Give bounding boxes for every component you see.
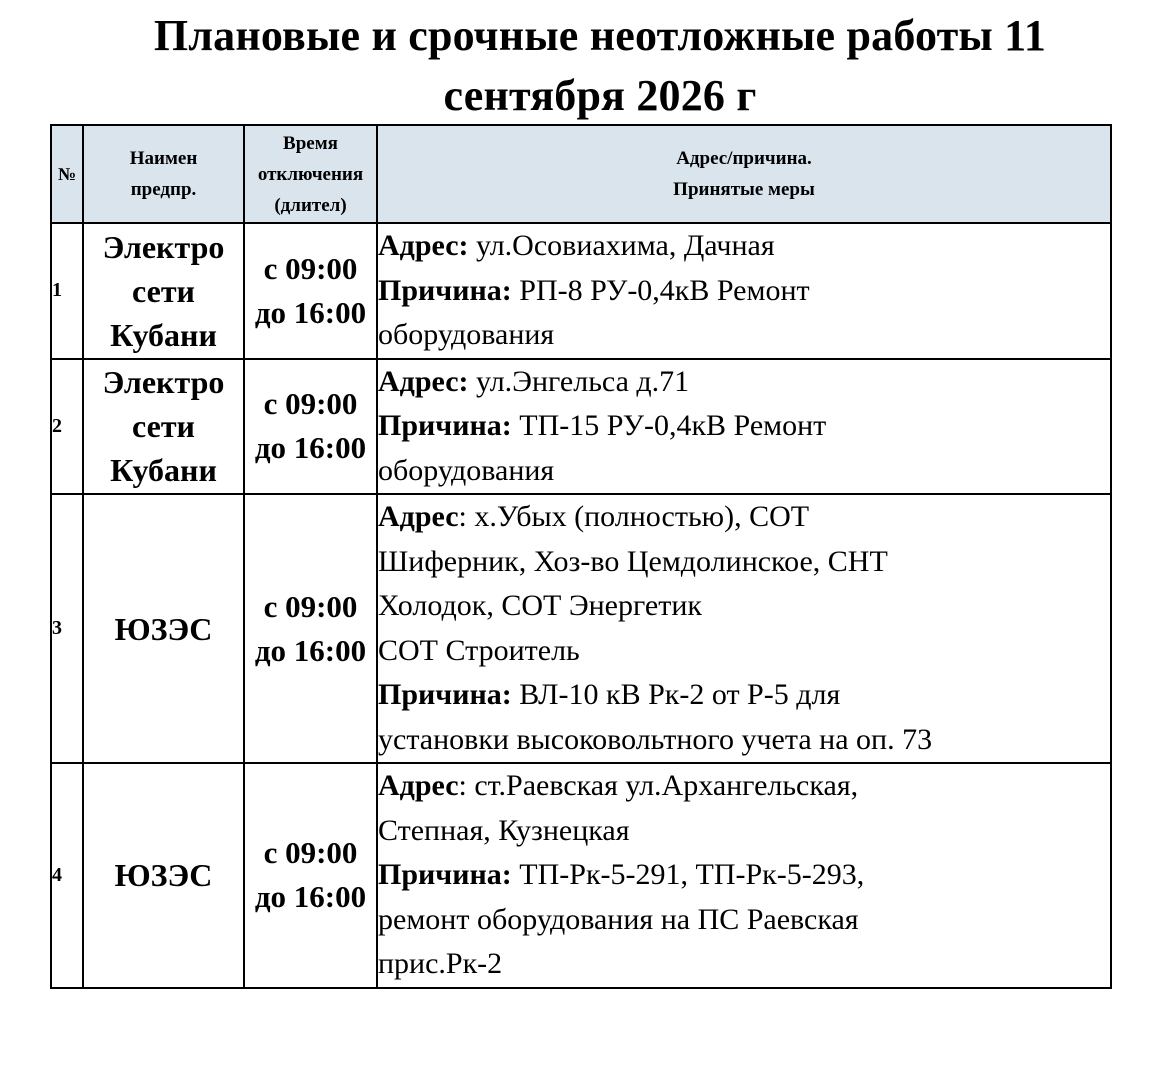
organization-cell [83, 223, 244, 359]
time-start: с 09:00 [263, 588, 358, 624]
header-time-line-1: Время [283, 132, 338, 154]
table-row [51, 359, 1111, 495]
organization-cell [83, 763, 244, 988]
reason-label: Причина: [378, 273, 512, 307]
address-text: : х.Убых (полностью), СОТ [458, 500, 810, 533]
reason-text: ремонт оборудования на ПС Раевская [378, 902, 859, 936]
reason-text: ТП-15 РУ-0,4кВ Ремонт [511, 409, 827, 442]
organization-line: Электро [102, 228, 225, 265]
reason-text: оборудования [378, 453, 555, 487]
header-outage-time [244, 125, 377, 223]
time-start: с 09:00 [263, 386, 358, 422]
time-end: до 16:00 [254, 879, 367, 915]
address-text: Холодок, СОТ Энергетик [378, 589, 702, 622]
outage-time-cell [244, 223, 377, 359]
header-time-line-2: отключения [257, 163, 364, 185]
reason-line [378, 404, 1110, 449]
table-row [51, 494, 1111, 763]
address-reason-cell [377, 494, 1111, 763]
reason-text: установки высоковольтного учета на оп. 73 [378, 722, 933, 756]
row-number: 1 [51, 223, 83, 359]
organization-line: сети [132, 272, 195, 309]
address-line [378, 764, 1110, 809]
address-reason-cell [377, 223, 1111, 359]
outage-table [50, 124, 1112, 989]
reason-line [378, 853, 1110, 898]
address-reason-cell [377, 359, 1111, 495]
row-number: 4 [51, 763, 83, 988]
time-end: до 16:00 [254, 632, 367, 668]
organization-line: сети [132, 408, 195, 445]
reason-label: Причина: [378, 678, 512, 711]
address-label: Адрес [378, 500, 459, 533]
header-organization [83, 125, 244, 223]
header-address-reason [377, 125, 1111, 223]
organization-line: ЮЗЭС [114, 857, 213, 894]
address-label: Адрес: [378, 364, 469, 398]
header-address-line-2: Принятые меры [673, 179, 815, 200]
table-header-row [51, 125, 1111, 223]
reason-text: ВЛ-10 кВ Рк-2 от Р-5 для [511, 678, 841, 711]
time-start: с 09:00 [263, 835, 358, 871]
time-end: до 16:00 [254, 430, 367, 466]
reason-text: оборудования [378, 318, 555, 351]
row-number: 3 [51, 494, 83, 763]
page-title [50, 6, 1150, 126]
organization-line: Электро [102, 364, 225, 401]
header-number: № [51, 125, 83, 223]
reason-text: РП-8 РУ-0,4кВ Ремонт [511, 273, 810, 307]
header-organization-line-2: предпр. [130, 179, 197, 200]
page-title-line-1: Плановые и срочные неотложные работы 11 [153, 11, 1047, 60]
reason-label: Причина: [378, 409, 512, 442]
header-address-line-1: Адрес/причина. [676, 148, 812, 169]
reason-text: прис.Рк-2 [378, 947, 503, 980]
header-time-line-3: (длител) [274, 194, 347, 216]
address-line [378, 224, 1110, 269]
address-line [378, 360, 1110, 405]
header-organization-line-1: Наимен [129, 148, 198, 169]
reason-line [378, 673, 1110, 718]
time-start: с 09:00 [263, 250, 358, 286]
address-text: ул.Осовиахима, Дачная [468, 229, 775, 262]
address-reason-cell [377, 763, 1111, 988]
reason-text: ТП-Рк-5-291, ТП-Рк-5-293, [511, 858, 865, 891]
address-text: ул.Энгельса д.71 [468, 364, 690, 398]
time-end: до 16:00 [254, 294, 367, 330]
address-line [378, 495, 1110, 540]
organization-line: Кубани [110, 452, 217, 489]
table-row [51, 763, 1111, 988]
address-label: Адрес [378, 769, 459, 802]
outage-time-cell [244, 763, 377, 988]
address-text: : ст.Раевская ул.Архангельская, [458, 769, 859, 802]
outage-time-cell [244, 359, 377, 495]
address-text: Степная, Кузнецкая [378, 813, 630, 847]
address-text: Шиферник, Хоз-во Цемдолинское, СНТ [378, 544, 888, 578]
page-title-line-2: сентября 2026 г [443, 71, 757, 120]
organization-line: ЮЗЭС [114, 610, 213, 647]
organization-line: Кубани [110, 316, 217, 353]
address-label: Адрес: [378, 229, 469, 262]
organization-cell [83, 494, 244, 763]
organization-cell [83, 359, 244, 495]
reason-label: Причина: [378, 858, 512, 891]
address-text: СОТ Строитель [378, 633, 580, 667]
reason-line [378, 269, 1110, 314]
table-row [51, 223, 1111, 359]
outage-time-cell [244, 494, 377, 763]
row-number: 2 [51, 359, 83, 495]
